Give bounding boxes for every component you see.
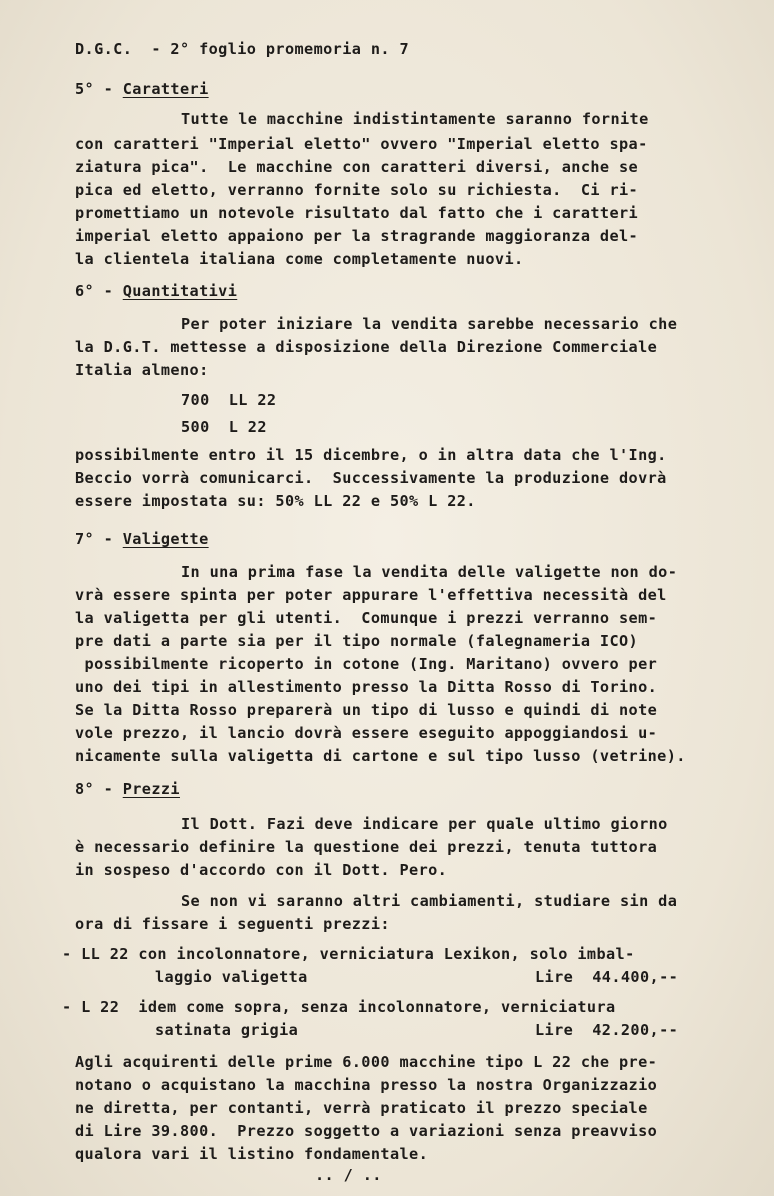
page-header: D.G.C. - 2° foglio promemoria n. 7 bbox=[75, 40, 410, 58]
section-number: 6° - bbox=[75, 282, 123, 300]
section-6-heading bbox=[75, 282, 237, 300]
paragraph-line: vole prezzo, il lancio dovrà essere eseguito appoggiandosi u- bbox=[75, 724, 658, 742]
section-number: 5° - bbox=[75, 80, 123, 98]
paragraph-line: vrà essere spinta per poter appurare l'effettiva necessità del bbox=[75, 586, 667, 604]
paragraph-line: pica ed eletto, verranno fornite solo su richiesta. Ci ri- bbox=[75, 181, 639, 199]
section-8-heading bbox=[75, 780, 180, 798]
section-number: 7° - bbox=[75, 530, 123, 548]
price-item-line: satinata grigia bbox=[155, 1021, 299, 1039]
paragraph-line: pre dati a parte sia per il tipo normale (falegnameria ICO) bbox=[75, 632, 639, 650]
paragraph-line: Beccio vorrà comunicarci. Successivamente la produzione dovrà bbox=[75, 469, 667, 487]
paragraph-line: è necessario definire la questione dei prezzi, tenuta tuttora bbox=[75, 838, 658, 856]
paragraph-line: Agli acquirenti delle prime 6.000 macchine tipo L 22 che pre- bbox=[75, 1053, 658, 1071]
paragraph-line: nicamente sulla valigetta di cartone e sul tipo lusso (vetrine). bbox=[75, 747, 686, 765]
paragraph-line: qualora vari il listino fondamentale. bbox=[75, 1145, 429, 1163]
paragraph-line: possibilmente entro il 15 dicembre, o in altra data che l'Ing. bbox=[75, 446, 667, 464]
paragraph-line: uno dei tipi in allestimento presso la Ditta Rosso di Torino. bbox=[75, 678, 658, 696]
paragraph-line: possibilmente ricoperto in cotone (Ing. Maritano) ovvero per bbox=[75, 655, 658, 673]
price-amount: Lire 44.400,-- bbox=[535, 968, 679, 986]
paragraph-line: di Lire 39.800. Prezzo soggetto a variazioni senza preavviso bbox=[75, 1122, 658, 1140]
price-amount: Lire 42.200,-- bbox=[535, 1021, 679, 1039]
paragraph-line: notano o acquistano la macchina presso la nostra Organizzazio bbox=[75, 1076, 658, 1094]
price-item-line: - LL 22 con incolonnatore, verniciatura Lexikon, solo imbal- bbox=[62, 945, 635, 963]
section-title: Quantitativi bbox=[122, 282, 238, 300]
paragraph-line: ne diretta, per contanti, verrà praticato il prezzo speciale bbox=[75, 1099, 648, 1117]
paragraph-line: imperial eletto appaiono per la stragrande maggioranza del- bbox=[75, 227, 639, 245]
paragraph-line: promettiamo un notevole risultato dal fatto che i caratteri bbox=[75, 204, 639, 222]
quantity-line: 500 L 22 bbox=[181, 418, 267, 436]
paragraph-line: in sospeso d'accordo con il Dott. Pero. bbox=[75, 861, 448, 879]
section-title: Caratteri bbox=[122, 80, 209, 98]
section-title: Valigette bbox=[122, 530, 209, 548]
price-item-line: - L 22 idem come sopra, senza incolonnatore, verniciatura bbox=[62, 998, 616, 1016]
paragraph-line: Tutte le macchine indistintamente saranno fornite bbox=[181, 110, 649, 128]
paragraph-line: la clientela italiana come completamente nuovi. bbox=[75, 250, 524, 268]
page-footer: .. / .. bbox=[315, 1166, 382, 1184]
paragraph-line: Italia almeno: bbox=[75, 361, 209, 379]
section-5-heading bbox=[75, 80, 209, 98]
paragraph-line: ziatura pica". Le macchine con caratteri diversi, anche se bbox=[75, 158, 639, 176]
price-item-line: laggio valigetta bbox=[155, 968, 308, 986]
paragraph-line: In una prima fase la vendita delle valigette non do- bbox=[181, 563, 678, 581]
section-title: Prezzi bbox=[122, 780, 180, 798]
paragraph-line: ora di fissare i seguenti prezzi: bbox=[75, 915, 390, 933]
paragraph-line: la D.G.T. mettesse a disposizione della Direzione Commerciale bbox=[75, 338, 658, 356]
section-7-heading bbox=[75, 530, 209, 548]
quantity-line: 700 LL 22 bbox=[181, 391, 277, 409]
paragraph-line: Per poter iniziare la vendita sarebbe necessario che bbox=[181, 315, 678, 333]
paragraph-line: Se non vi saranno altri cambiamenti, studiare sin da bbox=[181, 892, 678, 910]
paragraph-line: la valigetta per gli utenti. Comunque i prezzi verranno sem- bbox=[75, 609, 658, 627]
section-number: 8° - bbox=[75, 780, 123, 798]
paragraph-line: Il Dott. Fazi deve indicare per quale ultimo giorno bbox=[181, 815, 668, 833]
paragraph-line: Se la Ditta Rosso preparerà un tipo di lusso e quindi di note bbox=[75, 701, 658, 719]
paragraph-line: con caratteri "Imperial eletto" ovvero "Imperial eletto spa- bbox=[75, 135, 648, 153]
paragraph-line: essere impostata su: 50% LL 22 e 50% L 22. bbox=[75, 492, 476, 510]
